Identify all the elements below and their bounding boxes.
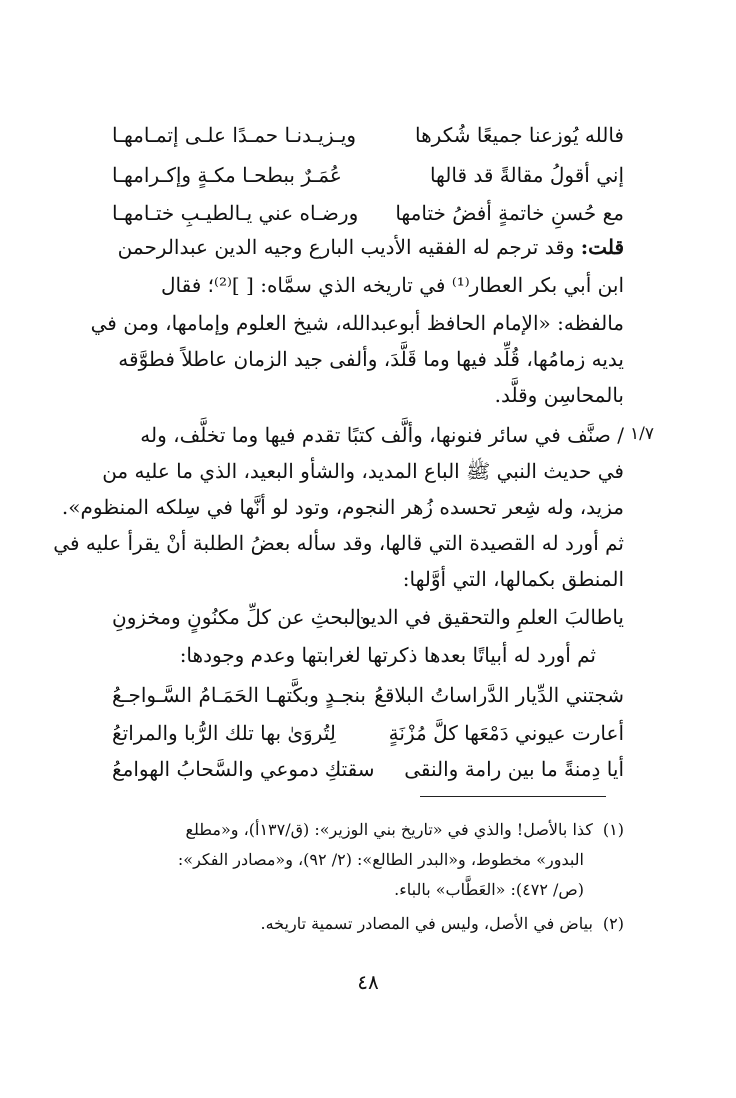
verse-second-hemistich: عُمَـرٌ ببطحـا مكـةٍ وإكـرامهـا <box>112 163 342 187</box>
verse-line <box>112 716 624 750</box>
prose-text: وقد ترجم له الفقيه الأديب البارع وجيه الدين عبدالرحمن <box>117 235 581 259</box>
prose-line: ابن أبي بكر العطار⁽¹⁾ في تاريخه الذي سمَّاه: [ ]⁽²⁾؛ فقال <box>161 273 624 297</box>
prose-line: ثم أورد له القصيدة التي قالها، وقد سأله بعضُ الطلبة أنْ يقرأ عليه في <box>53 531 624 555</box>
verse-line <box>112 678 624 712</box>
verse-second-hemistich: ورضـاه عني يـالطيـبِ ختـامهـا <box>112 201 359 225</box>
prose-line: في حديث النبي ﷺ الباع المديد، والشأو البعيد، الذي ما عليه من <box>102 459 624 483</box>
verse-line <box>112 158 624 192</box>
verse-first-hemistich: أعارت عيوني دَمْعَها كلَّ مُزْنَةٍ <box>388 721 624 745</box>
page-number: ٤٨ <box>357 970 379 994</box>
prose-line <box>112 232 624 262</box>
footnote-separator <box>420 796 606 797</box>
prose-line: يديه زمامُها، قُلِّد فيها وما قَلَّدَ، وألفى جيد الزمان عاطلاً فطوَّقه <box>118 347 624 371</box>
footnote-line <box>112 816 624 843</box>
verse-first-hemistich: فالله يُوزعنا جميعًا شُكرها <box>415 123 624 147</box>
verse-second-hemistich: لِتُروَىٰ بها تلك الرُّبا والمراتعُ <box>112 721 336 745</box>
verse-second-hemistich: بنجـدٍ وبكَّتهـا الحَمَـامُ السَّـواجـعُ <box>112 683 366 707</box>
prose-line: مزيد، وله شِعر تحسده زُهر النجوم، وتود لو أنَّها في سِلكه المنظوم». <box>61 495 624 519</box>
verse-first-hemistich: ياطالبَ العلمِ والتحقيق في الدين <box>355 605 624 629</box>
footnote-number: (١) <box>602 820 624 839</box>
prose-line: مالفظه: «الإمام الحافظ أبوعبدالله، شيخ العلوم وإمامها، ومن في <box>90 311 624 335</box>
folio-margin-note: ١/٧ <box>630 424 654 444</box>
verse-first-hemistich: أيا دِمنةً ما بين رامة والنقى <box>404 757 624 781</box>
prose-line: المنطق بكمالها، التي أوَّلها: <box>402 567 624 591</box>
verse-second-hemistich: سقتكِ دموعي والسَّحابُ الهوامعُ <box>112 757 375 781</box>
verse-second-hemistich: ويـزيـدنـا حمـدًا علـى إتمـامهـا <box>112 123 357 147</box>
verse-line <box>112 752 624 786</box>
verse-first-hemistich: إني أقولُ مقالةً قد قالها <box>429 163 624 187</box>
verse-first-hemistich: شجتني الدِّيار الدَّراساتُ البلاقعُ <box>374 683 624 707</box>
footnote-text: (ص/ ٤٧٢): «العَطَّاب» بالباء. <box>394 880 584 899</box>
footnote-line <box>112 876 624 903</box>
footnote-text: البدور» مخطوط، و«البدر الطالع»: (٢/ ٩٢)، و«مصادر الفكر»: <box>177 850 584 869</box>
prose-line: بالمحاسِن وقلَّد. <box>494 383 624 407</box>
prose-line: ثم أورد له أبياتًا بعدها ذكرتها لغرابتها وعدم وجودها: <box>179 643 596 667</box>
verse-line <box>112 118 624 152</box>
verse-first-hemistich: مع حُسنِ خاتمةٍ أفضُ ختامها <box>395 201 624 225</box>
footnote-line <box>112 910 624 937</box>
footnote-text: كذا بالأصل! والذي في «تاريخ بني الوزير»: (ق/١٣٧أ)، و«مطلع <box>185 820 593 839</box>
verse-line <box>112 196 624 230</box>
footnote-text: بياض في الأصل، وليس في المصادر تسمية تاريخه. <box>260 914 593 933</box>
verse-second-hemistich: والبحثِ عن كلِّ مكنُونٍ ومخزونِ <box>112 605 371 629</box>
prose-line: / صنَّف في سائر فنونها، وألَّف كتبًا تقدم فيها وما تخلَّف، وله <box>140 423 624 447</box>
verse-line <box>112 600 624 634</box>
footnote-number: (٢) <box>602 914 624 933</box>
qultu-label: قلت: <box>580 235 624 259</box>
footnote-line <box>112 846 624 873</box>
